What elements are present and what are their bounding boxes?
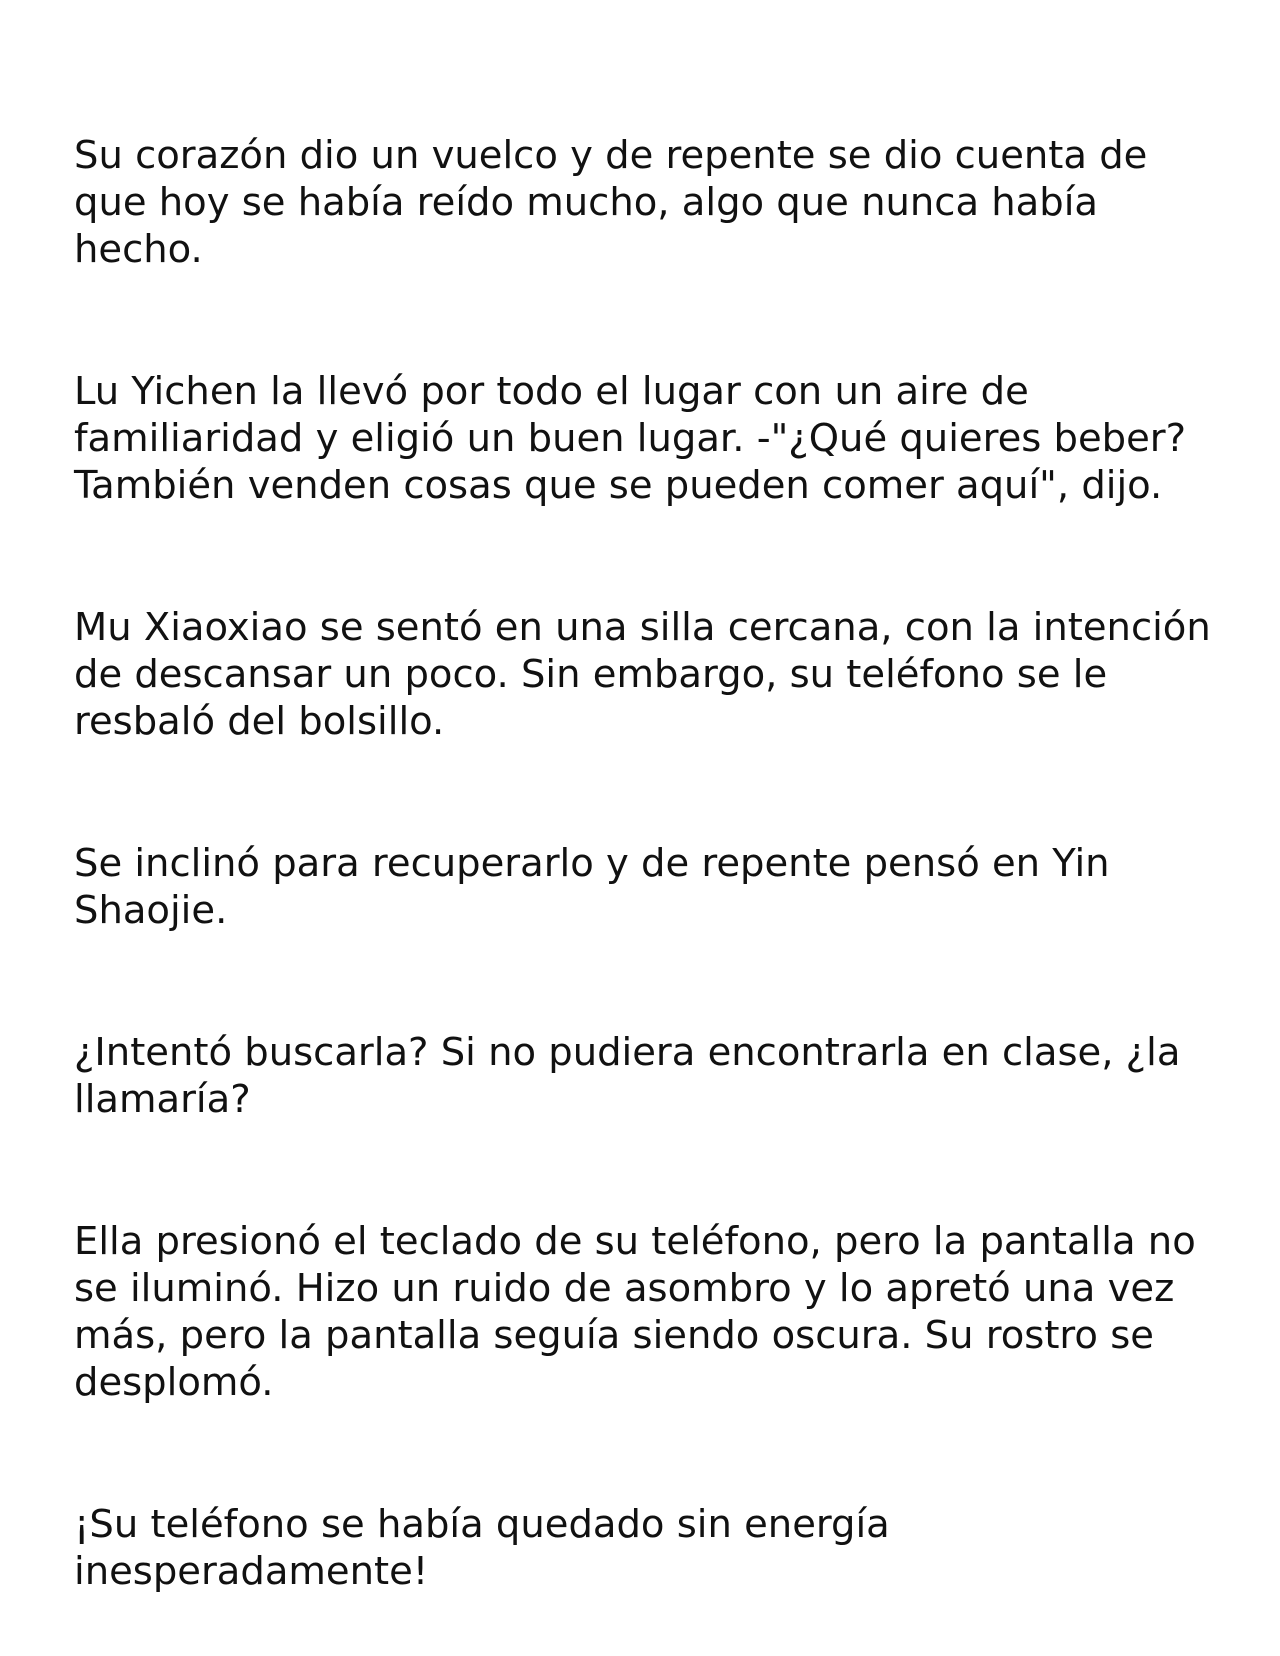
- paragraph-5: [74, 1029, 1234, 1123]
- text-line: más, pero la pantalla seguía siendo oscura. Su rostro se: [74, 1313, 1154, 1358]
- text-line: hecho.: [74, 227, 203, 272]
- text-line: se iluminó. Hizo un ruido de asombro y lo apretó una vez: [74, 1266, 1175, 1311]
- story-text: [74, 132, 1234, 1595]
- text-line: Mu Xiaoxiao se sentó en una silla cercana, con la intención: [74, 605, 1211, 650]
- text-line: Se inclinó para recuperarlo y de repente pensó en Yin: [74, 841, 1110, 886]
- text-line: que hoy se había reído mucho, algo que nunca había: [74, 180, 1098, 225]
- paragraph-6: [74, 1218, 1234, 1406]
- text-line: llamaría?: [74, 1077, 251, 1122]
- text-line: ¿Intentó buscarla? Si no pudiera encontrarla en clase, ¿la: [74, 1030, 1181, 1075]
- paragraph-4: [74, 840, 1234, 934]
- paragraph-3: [74, 604, 1234, 745]
- text-line: Shaojie.: [74, 888, 228, 933]
- paragraph-1: [74, 132, 1234, 273]
- text-line: Ella presionó el teclado de su teléfono, pero la pantalla no: [74, 1219, 1196, 1264]
- text-line: familiaridad y eligió un buen lugar. -"¿Qué quieres beber?: [74, 416, 1187, 461]
- text-line: Lu Yichen la llevó por todo el lugar con un aire de: [74, 369, 1029, 414]
- text-line: desplomó.: [74, 1360, 274, 1405]
- text-line: inesperadamente!: [74, 1549, 429, 1594]
- text-line: ¡Su teléfono se había quedado sin energía: [74, 1502, 890, 1547]
- text-line: de descansar un poco. Sin embargo, su teléfono se le: [74, 652, 1108, 697]
- text-line: resbaló del bolsillo.: [74, 699, 445, 744]
- paragraph-2: [74, 368, 1234, 509]
- text-line: Su corazón dio un vuelco y de repente se dio cuenta de: [74, 133, 1148, 178]
- paragraph-7: [74, 1501, 1234, 1595]
- text-line: También venden cosas que se pueden comer aquí", dijo.: [74, 463, 1163, 508]
